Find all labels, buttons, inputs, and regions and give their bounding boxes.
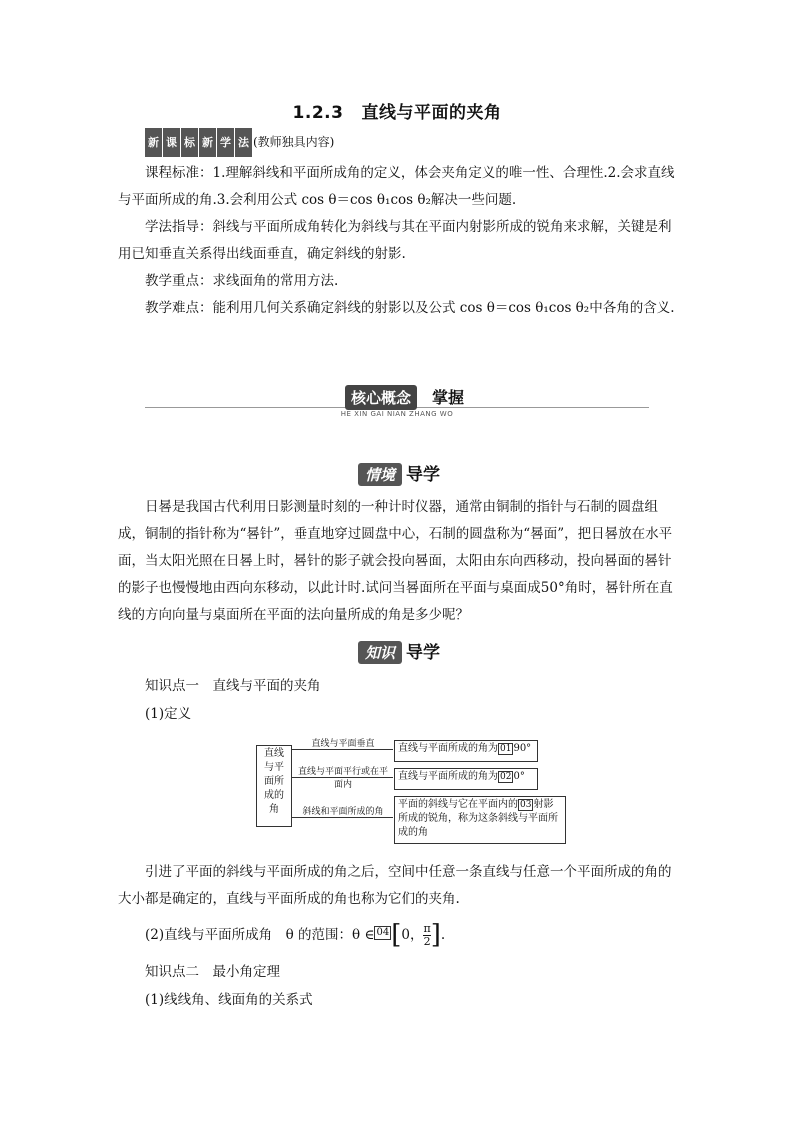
root-line: 面所 bbox=[264, 776, 284, 787]
situation-paragraph: 日晷是我国古代利用日影测量时刻的一种计时仪器，通常由铜制的指针与石制的圆盘组成，铜制的指针称为“晷针”，垂直地穿过圆盘中心，石制的圆盘称为“晷面”，把日晷放在水平面，当太阳光照在日晷上时，晷针的影子就会投向晷面，太阳由东向西移动，投向晷面的晷针的影子也慢慢地由西向东移动，以此计时.试问当晷面所在平面与桌面成50°角时，晷针所在直线的方向向量与桌面所在平面的法向量所成的角是多少呢？ bbox=[118, 499, 673, 623]
page-title bbox=[0, 98, 794, 123]
bracket-left: [ bbox=[391, 920, 402, 950]
course-standard: 课程标准：1.理解斜线和平面所成角的定义，体会夹角定义的唯一性、合理性.2.会求直线与平面所成的角.3.会利用公式 cos θ＝cos θ₁cos θ₂解决一些问题. bbox=[118, 165, 675, 208]
result-text: 直线与平面所成的角为 bbox=[398, 771, 498, 782]
badge-char: 新 bbox=[145, 128, 162, 157]
branch1-result bbox=[394, 740, 538, 762]
branch2-result bbox=[394, 768, 538, 790]
diagram-root bbox=[256, 745, 292, 827]
angle-range bbox=[145, 920, 445, 956]
answer-value: 0° bbox=[513, 771, 525, 782]
range-end: . bbox=[440, 927, 446, 943]
banner-text: 掌握 bbox=[432, 388, 465, 407]
root-line: 成的 bbox=[264, 790, 284, 801]
root-line: 角 bbox=[269, 804, 279, 815]
answer-number: 02 bbox=[500, 772, 512, 782]
kp2-title: 知识点二 最小角定理 bbox=[145, 964, 280, 980]
section-title: 直线与平面的夹角 bbox=[361, 103, 502, 123]
intro-note: (教师独具内容) bbox=[253, 135, 335, 149]
kp2-subtitle: (1)线线角、线面角的关系式 bbox=[145, 992, 313, 1008]
badge-char: 标 bbox=[181, 128, 198, 157]
branch-label: 斜线和平面所成的角 bbox=[302, 807, 384, 817]
badge-char: 学 bbox=[217, 128, 234, 157]
key-point: 教学重点：求线面角的常用方法. bbox=[145, 273, 339, 289]
badge-char: 课 bbox=[163, 128, 180, 157]
study-method: 学法指导：斜线与平面所成角转化为斜线与其在平面内射影所成的锐角来求解，关键是利用已知垂直关系得出线面垂直，确定斜线的射影. bbox=[118, 219, 672, 262]
range-low: 0， bbox=[401, 927, 424, 943]
result-text: 射影所成的锐角，称为这条斜线与平面所成的角 bbox=[398, 799, 558, 838]
section-text: 导学 bbox=[406, 643, 441, 663]
frac-top: π bbox=[423, 922, 431, 935]
section-number: 1.2.3 bbox=[292, 103, 344, 123]
frac-bottom: 2 bbox=[423, 935, 431, 948]
knowledge-heading bbox=[358, 638, 440, 662]
kp1-definition-label: (1)定义 bbox=[145, 706, 192, 722]
kp1-title: 知识点一 直线与平面的夹角 bbox=[145, 678, 321, 694]
intro-badge-line bbox=[145, 128, 334, 157]
angle-explanation: 引进了平面的斜线与平面所成的角之后，空间中任意一条直线与任意一个平面所成的角的大小都是确定的，直线与平面所成的角也称为它们的夹角. bbox=[118, 864, 672, 907]
connector bbox=[291, 817, 393, 818]
banner-box: 核心概念 bbox=[345, 385, 417, 410]
answer-number: 04 bbox=[376, 927, 390, 938]
root-line: 直线 bbox=[264, 748, 284, 759]
section-text: 导学 bbox=[406, 465, 441, 485]
section-box: 情境 bbox=[358, 463, 402, 486]
pi-over-2 bbox=[423, 923, 430, 948]
connector bbox=[291, 749, 393, 750]
result-text: 平面的斜线与它在平面内的 bbox=[398, 799, 518, 810]
answer-number: 01 bbox=[500, 744, 512, 754]
root-line: 与平 bbox=[264, 762, 284, 773]
answer-value: 90° bbox=[513, 743, 532, 754]
core-concept-banner bbox=[0, 382, 794, 422]
badge-char: 新 bbox=[199, 128, 216, 157]
definition-diagram bbox=[256, 738, 566, 848]
section-box: 知识 bbox=[358, 641, 402, 664]
bracket-right: ] bbox=[430, 920, 441, 950]
connector bbox=[291, 749, 292, 817]
branch-label: 直线与平面平行或在平面内 bbox=[298, 767, 389, 790]
answer-number: 03 bbox=[520, 800, 532, 810]
branch3-result bbox=[394, 796, 566, 844]
difficult-point: 教学难点：能利用几何关系确定斜线的射影以及公式 cos θ＝cos θ₁cos θ₂中各角的含义. bbox=[145, 300, 675, 316]
branch-label: 直线与平面垂直 bbox=[311, 739, 375, 749]
situation-heading bbox=[358, 460, 440, 484]
range-text: (2)直线与平面所成角 θ 的范围：θ ∈ bbox=[145, 927, 375, 943]
result-text: 直线与平面所成的角为 bbox=[398, 743, 498, 754]
badge-char: 法 bbox=[235, 128, 252, 157]
banner-subtitle: HE XIN GAI NIAN ZHANG WO bbox=[340, 410, 454, 418]
